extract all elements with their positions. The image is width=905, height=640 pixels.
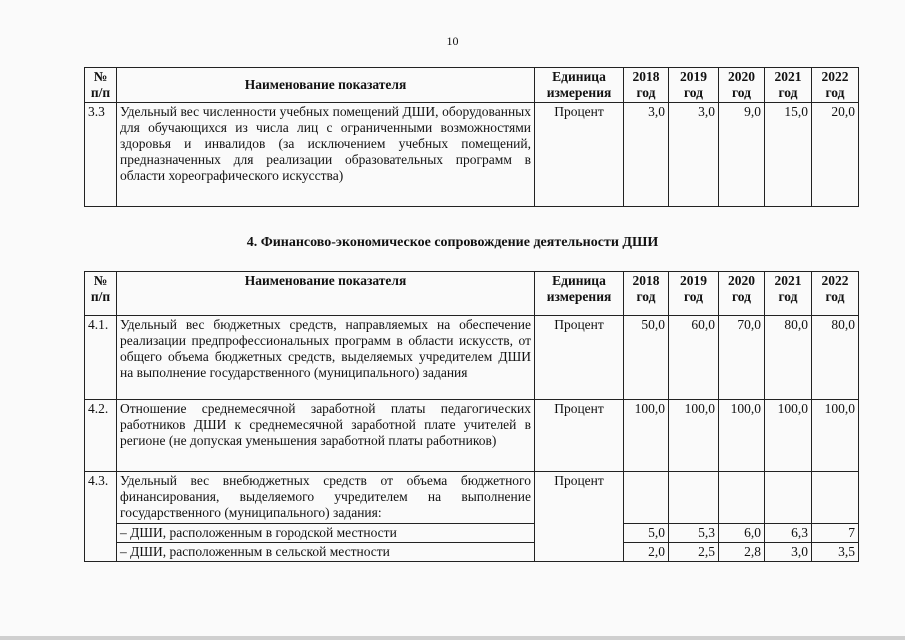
empty-cell bbox=[812, 472, 859, 524]
header-year-2018: 2018 год bbox=[624, 272, 669, 316]
page-number: 10 bbox=[446, 34, 459, 48]
row-value-2020: 9,0 bbox=[719, 103, 765, 207]
row-num: 4.3. bbox=[85, 472, 117, 562]
row-value-2021: 80,0 bbox=[765, 316, 812, 400]
row-unit: Процент bbox=[535, 400, 624, 472]
row-name: Удельный вес внебюджетных средств от объема бюджетного финансирования, выделяемого учредителем на выполнение государственного (муниципального) задания: bbox=[117, 472, 535, 524]
row-value-2018: 3,0 bbox=[624, 103, 669, 207]
header-year-2022: 2022 год bbox=[812, 68, 859, 103]
header-year-2020: 2020 год bbox=[719, 68, 765, 103]
table-header-row bbox=[85, 68, 859, 103]
row-value-2022: 100,0 bbox=[812, 400, 859, 472]
sub-row-value-2020: 6,0 bbox=[719, 524, 765, 543]
table-header-row bbox=[85, 272, 859, 316]
header-name: Наименование показателя bbox=[117, 272, 535, 316]
scan-edge bbox=[0, 636, 905, 640]
sub-row-value-2018: 2,0 bbox=[624, 543, 669, 562]
indicators-table-2 bbox=[84, 271, 859, 562]
table-row bbox=[85, 472, 859, 524]
empty-cell bbox=[719, 472, 765, 524]
sub-row-value-2020: 2,8 bbox=[719, 543, 765, 562]
row-num: 4.2. bbox=[85, 400, 117, 472]
sub-row-name: – ДШИ, расположенным в городской местности bbox=[117, 524, 535, 543]
table-sub-row bbox=[85, 543, 859, 562]
sub-row-value-2021: 6,3 bbox=[765, 524, 812, 543]
header-year-2021: 2021 год bbox=[765, 272, 812, 316]
table-row bbox=[85, 103, 859, 207]
row-value-2022: 80,0 bbox=[812, 316, 859, 400]
indicators-table-1 bbox=[84, 67, 859, 207]
sub-row-value-2022: 7 bbox=[812, 524, 859, 543]
sub-row-value-2018: 5,0 bbox=[624, 524, 669, 543]
row-unit: Процент bbox=[535, 103, 624, 207]
row-value-2021: 100,0 bbox=[765, 400, 812, 472]
header-year-2022: 2022 год bbox=[812, 272, 859, 316]
row-value-2019: 3,0 bbox=[669, 103, 719, 207]
header-name: Наименование показателя bbox=[117, 68, 535, 103]
row-value-2018: 50,0 bbox=[624, 316, 669, 400]
header-num: № п/п bbox=[85, 272, 117, 316]
row-value-2018: 100,0 bbox=[624, 400, 669, 472]
sub-row-name: – ДШИ, расположенным в сельской местности bbox=[117, 543, 535, 562]
empty-cell bbox=[765, 472, 812, 524]
header-unit: Единица измерения bbox=[535, 272, 624, 316]
row-num: 4.1. bbox=[85, 316, 117, 400]
empty-cell bbox=[624, 472, 669, 524]
table-row bbox=[85, 316, 859, 400]
header-year-2019: 2019 год bbox=[669, 68, 719, 103]
sub-row-value-2022: 3,5 bbox=[812, 543, 859, 562]
sub-row-value-2019: 2,5 bbox=[669, 543, 719, 562]
header-num: № п/п bbox=[85, 68, 117, 103]
row-unit: Процент bbox=[535, 472, 624, 562]
row-value-2021: 15,0 bbox=[765, 103, 812, 207]
row-value-2020: 100,0 bbox=[719, 400, 765, 472]
section-title: 4. Финансово-экономическое сопровождение деятельности ДШИ bbox=[246, 235, 659, 250]
row-num: 3.3 bbox=[85, 103, 117, 207]
row-name: Отношение среднемесячной заработной платы педагогических работников ДШИ к среднемесячной заработной плате учителей в регионе (не допуская уменьшения заработной платы работников) bbox=[117, 400, 535, 472]
header-year-2021: 2021 год bbox=[765, 68, 812, 103]
row-name: Удельный вес бюджетных средств, направляемых на обеспечение реализации предпрофессиональных программ в области искусств, от общего объема бюджетных средств, выделяемых учредителем ДШИ на выполнение государственного (муниципального) задания bbox=[117, 316, 535, 400]
header-year-2018: 2018 год bbox=[624, 68, 669, 103]
sub-row-value-2021: 3,0 bbox=[765, 543, 812, 562]
header-year-2019: 2019 год bbox=[669, 272, 719, 316]
table-row bbox=[85, 400, 859, 472]
row-value-2022: 20,0 bbox=[812, 103, 859, 207]
row-value-2019: 60,0 bbox=[669, 316, 719, 400]
row-name: Удельный вес численности учебных помещений ДШИ, оборудованных для обучающихся из числа лиц с ограниченными возможностями здоровья и инвалидов (за исключением учебных помещений, предназначенных для реализации образовательных программ в области хореографического искусства) bbox=[117, 103, 535, 207]
table-sub-row bbox=[85, 524, 859, 543]
row-value-2019: 100,0 bbox=[669, 400, 719, 472]
row-value-2020: 70,0 bbox=[719, 316, 765, 400]
header-year-2020: 2020 год bbox=[719, 272, 765, 316]
row-unit: Процент bbox=[535, 316, 624, 400]
sub-row-value-2019: 5,3 bbox=[669, 524, 719, 543]
header-unit: Единица измерения bbox=[535, 68, 624, 103]
empty-cell bbox=[669, 472, 719, 524]
